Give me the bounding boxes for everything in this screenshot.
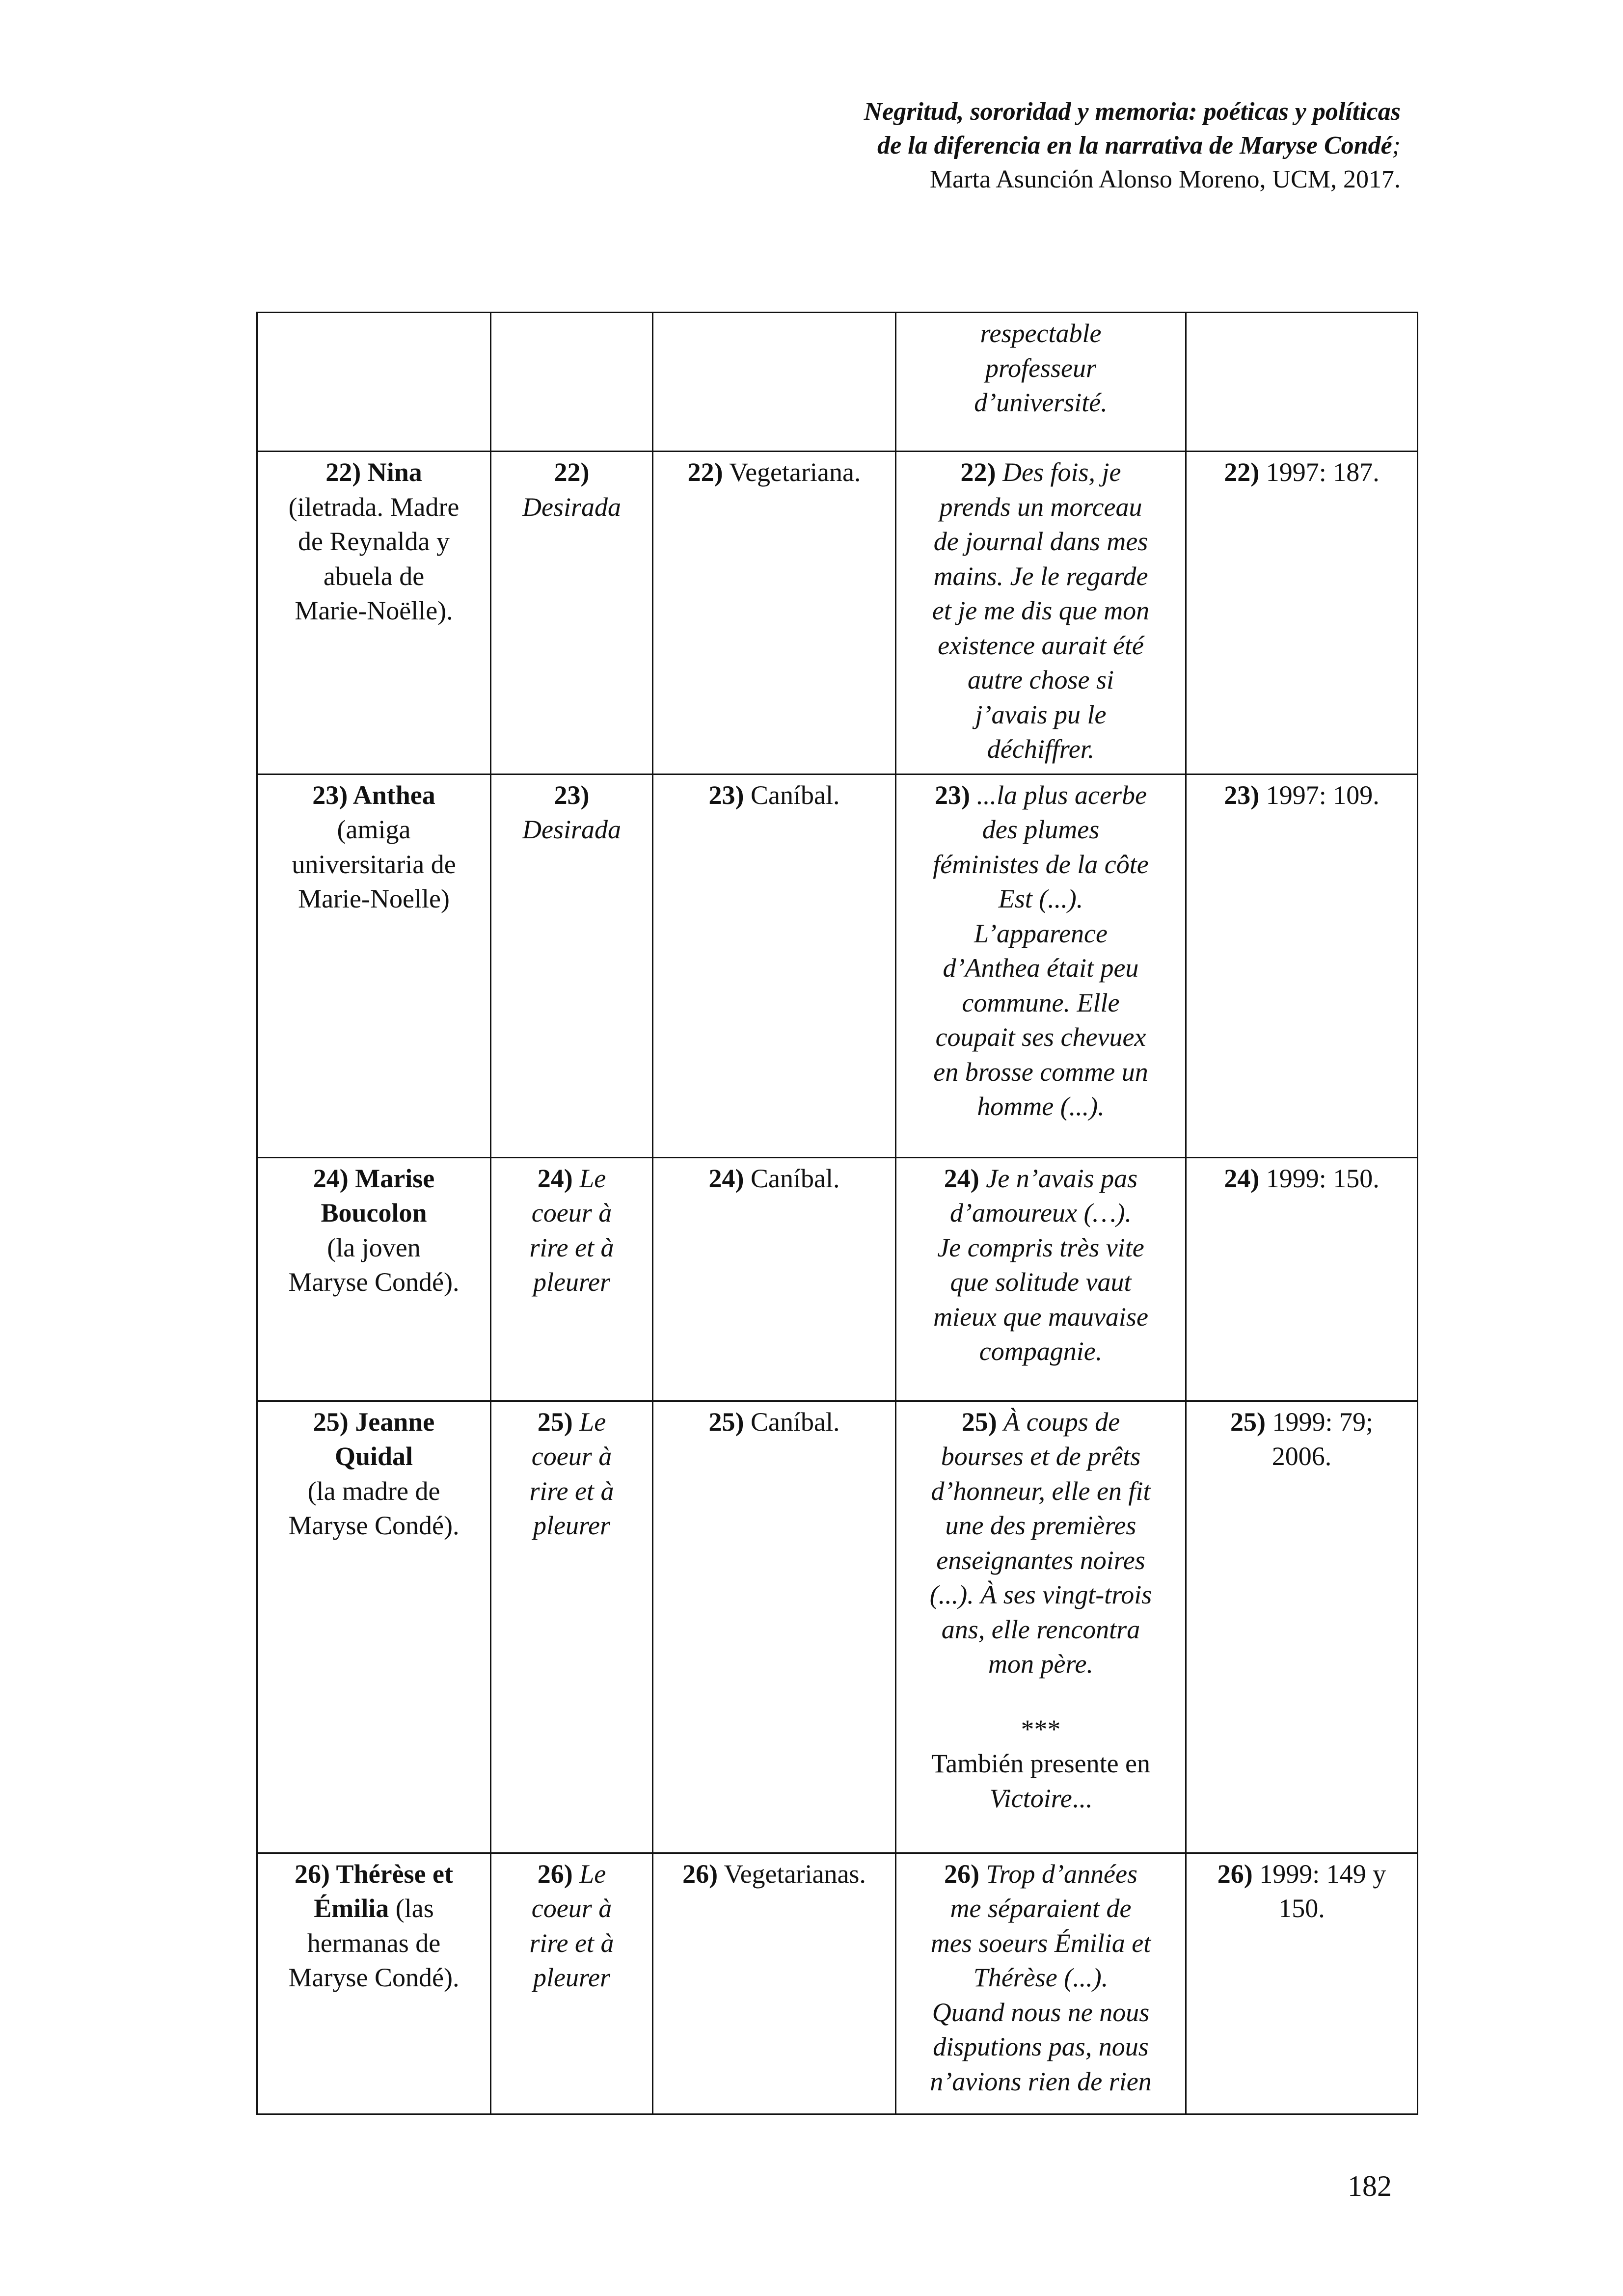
header-title-line2: de la diferencia en la narrativa de Maryse Condé;: [877, 132, 1401, 160]
cell-reference: 22) 1997: 187.: [1186, 452, 1418, 774]
cell-quote: 25) À coups de bourses et de prêts d’honneur, elle en fit une des premières enseignantes noires (...). À ses vingt-trois ans, elle rencontra mon père. *** También presente en Victoire...: [896, 1401, 1186, 1853]
cell-character: 24) Marise Boucolon (la joven Maryse Condé).: [257, 1157, 491, 1401]
table-row: [257, 1401, 1418, 1853]
table-row: [257, 774, 1418, 1157]
table-row: [257, 452, 1418, 774]
cell-type: 24) Caníbal.: [653, 1157, 896, 1401]
cell-character: [257, 313, 491, 452]
cell-novel: 24) Le coeur à rire et à pleurer: [491, 1157, 653, 1401]
page-number: 182: [1348, 2170, 1392, 2202]
cell-type: 22) Vegetariana.: [653, 452, 896, 774]
table-row: [257, 1853, 1418, 2114]
header-title-line1: Negritud, sororidad y memoria: poéticas y políticas: [864, 98, 1401, 126]
cell-type: 26) Vegetarianas.: [653, 1853, 896, 2114]
cell-character: 22) Nina (iletrada. Madre de Reynalda y abuela de Marie-Noëlle).: [257, 452, 491, 774]
cell-quote: respectable professeur d’université.: [896, 313, 1186, 452]
cell-novel: 25) Le coeur à rire et à pleurer: [491, 1401, 653, 1853]
cell-quote: 23) ...la plus acerbe des plumes féministes de la côte Est (...). L’apparence d’Anthea était peu commune. Elle coupait ses chevuex en brosse comme un homme (...).: [896, 774, 1186, 1157]
cell-reference: 26) 1999: 149 y 150.: [1186, 1853, 1418, 2114]
cell-quote: 26) Trop d’années me séparaient de mes soeurs Émilia et Thérèse (...). Quand nous ne nous disputions pas, nous n’avions rien de rien: [896, 1853, 1186, 2114]
cell-reference: 25) 1999: 79; 2006.: [1186, 1401, 1418, 1853]
cell-type: 23) Caníbal.: [653, 774, 896, 1157]
cell-reference: 24) 1999: 150.: [1186, 1157, 1418, 1401]
cell-type: [653, 313, 896, 452]
cell-reference: 23) 1997: 109.: [1186, 774, 1418, 1157]
table-row: [257, 313, 1418, 452]
separator: ***: [1021, 1714, 1061, 1744]
cell-novel: [491, 313, 653, 452]
cell-type: 25) Caníbal.: [653, 1401, 896, 1853]
cell-quote: 22) Des fois, je prends un morceau de journal dans mes mains. Je le regarde et je me dis que mon existence aurait été autre chose si j’avais pu le déchiffrer.: [896, 452, 1186, 774]
cell-novel: 22) Desirada: [491, 452, 653, 774]
cell-character: 23) Anthea (amiga universitaria de Marie-Noelle): [257, 774, 491, 1157]
cell-character: 26) Thérèse et Émilia (las hermanas de Maryse Condé).: [257, 1853, 491, 2114]
table-row: [257, 1157, 1418, 1401]
cell-reference: [1186, 313, 1418, 452]
cell-novel: 23) Desirada: [491, 774, 653, 1157]
characters-table: [256, 312, 1418, 2115]
cell-quote: 24) Je n’avais pas d’amoureux (…). Je compris très vite que solitude vaut mieux que mauvaise compagnie.: [896, 1157, 1186, 1401]
running-header: [864, 95, 1401, 196]
cell-novel: 26) Le coeur à rire et à pleurer: [491, 1853, 653, 2114]
header-author: Marta Asunción Alonso Moreno, UCM, 2017.: [929, 165, 1401, 193]
cell-character: 25) Jeanne Quidal (la madre de Maryse Condé).: [257, 1401, 491, 1853]
